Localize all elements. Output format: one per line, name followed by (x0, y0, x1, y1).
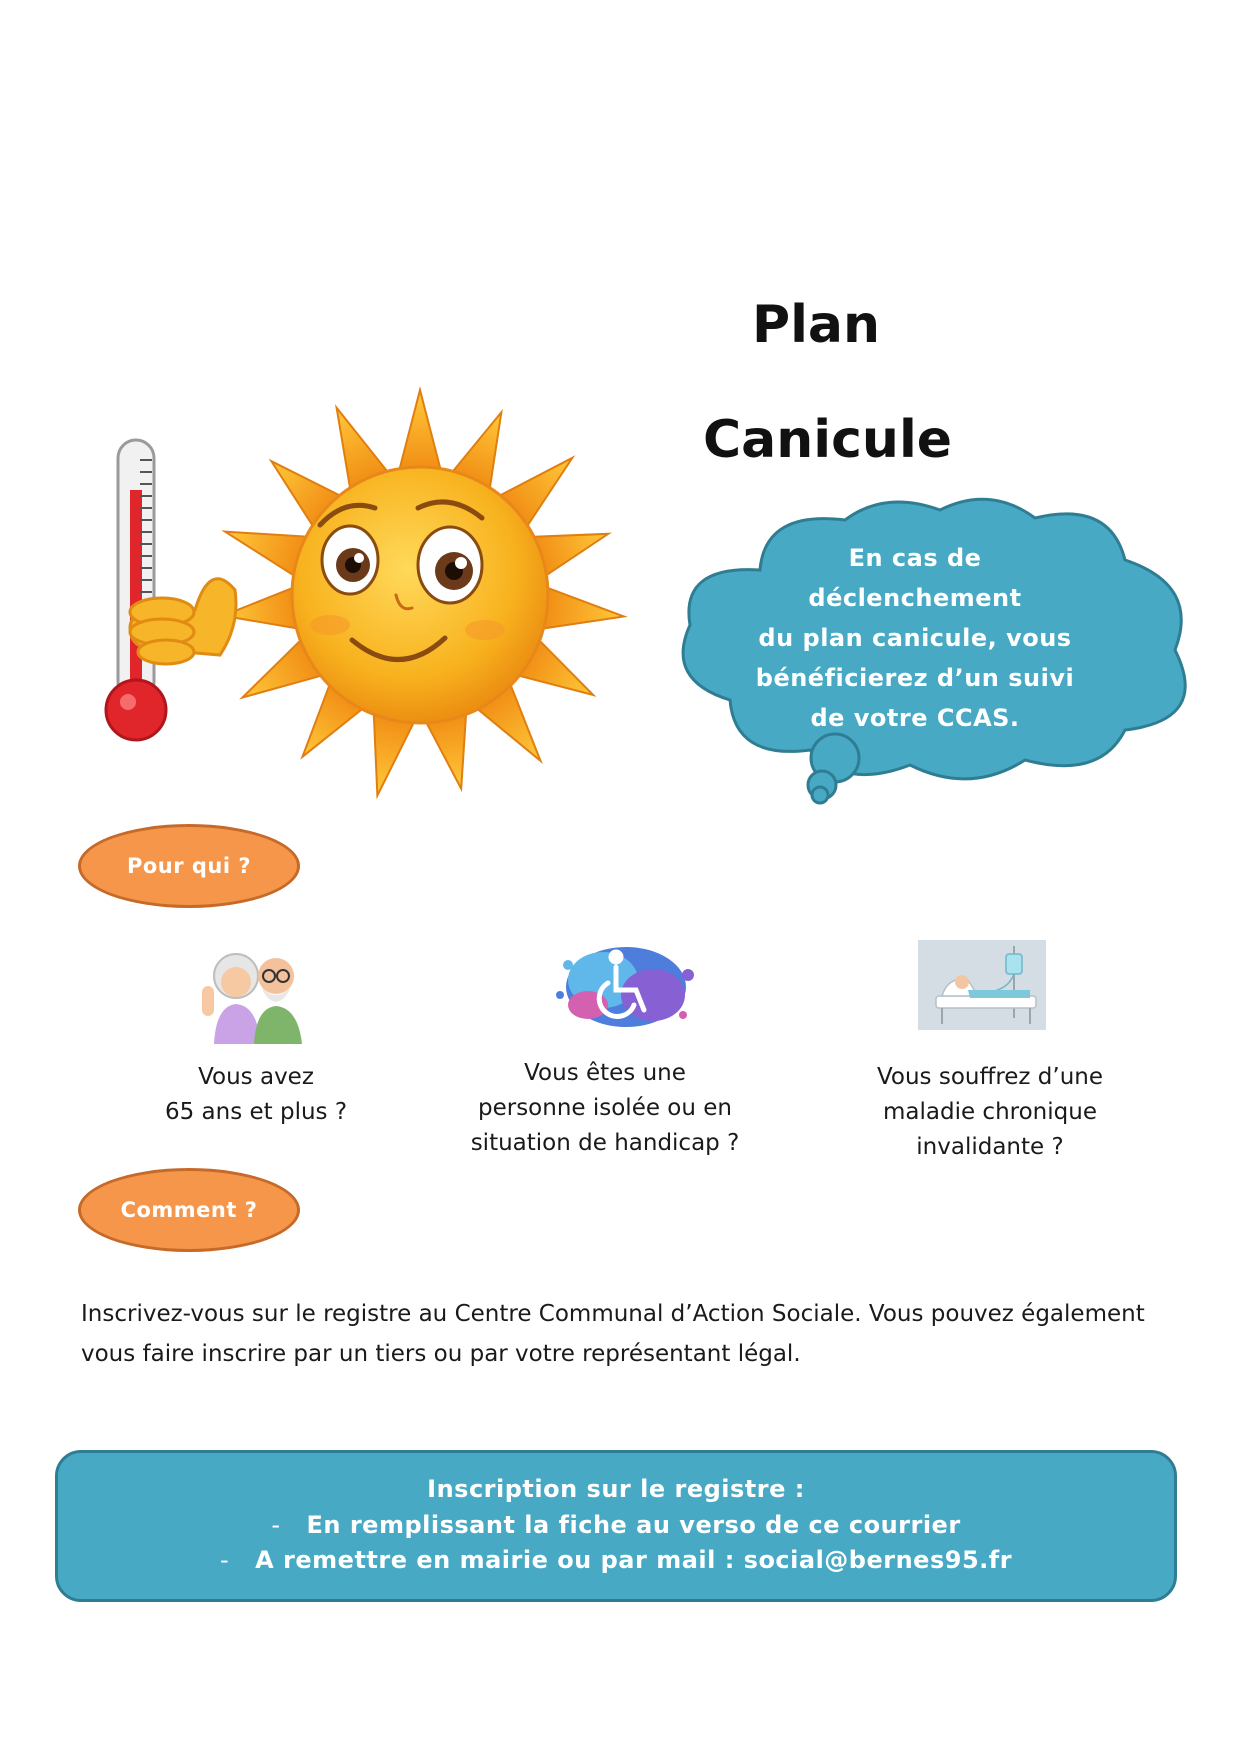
registration-instructions (81, 1294, 1181, 1374)
title-plan: Plan (752, 295, 881, 355)
title-canicule: Canicule (703, 410, 953, 470)
info-heading: Inscription sur le registre : (427, 1475, 805, 1503)
wheelchair-icon (548, 935, 704, 1039)
criterion-line: maladie chronique (883, 1099, 1097, 1125)
criterion-line: invalidante ? (916, 1134, 1064, 1160)
sun-thermometer-illustration (100, 380, 640, 800)
criterion-age (136, 1060, 376, 1130)
criterion-line: Vous souffrez d’une (876, 1064, 1104, 1090)
section-label-how (78, 1168, 300, 1252)
instructions-line: vous faire inscrire par un tiers ou par votre représentant légal. (81, 1341, 801, 1367)
criterion-line: Vous êtes une (524, 1060, 686, 1086)
thermometer-icon (106, 440, 166, 740)
dash-bullet: - (271, 1511, 281, 1539)
section-label-who-text: Pour qui ? (126, 854, 252, 878)
hospital-bed-icon (918, 940, 1046, 1030)
info-item-form (58, 1511, 1174, 1539)
criterion-chronic-illness (845, 1060, 1135, 1165)
info-item-submit (58, 1546, 1174, 1574)
instructions-line: Inscrivez-vous sur le registre au Centre Communal d’Action Sociale. Vous pouvez également (81, 1301, 1145, 1327)
criterion-line: 65 ans et plus ? (164, 1099, 348, 1125)
criterion-line: personne isolée ou en (477, 1095, 732, 1121)
criterion-line: situation de handicap ? (470, 1130, 740, 1156)
info-item-form-text: En remplissant la fiche au verso de ce courrier (306, 1511, 961, 1539)
cloud-message (740, 538, 1090, 738)
cloud-line: de votre CCAS. (810, 704, 1020, 732)
cloud-line: du plan canicule, vous (758, 624, 1072, 652)
registration-info-box (55, 1450, 1177, 1602)
criterion-line: Vous avez (198, 1064, 314, 1090)
criterion-handicap (455, 1056, 755, 1161)
section-label-who (78, 824, 300, 908)
dash-bullet: - (219, 1546, 230, 1574)
section-label-how-text: Comment ? (120, 1198, 258, 1222)
cloud-line: En cas de déclenchement (808, 544, 1022, 612)
elderly-couple-icon (196, 946, 308, 1044)
cloud-line: bénéficierez d’un suivi (755, 664, 1075, 692)
info-item-submit-text[interactable]: A remettre en mairie ou par mail : social@bernes95.fr (255, 1546, 1013, 1574)
